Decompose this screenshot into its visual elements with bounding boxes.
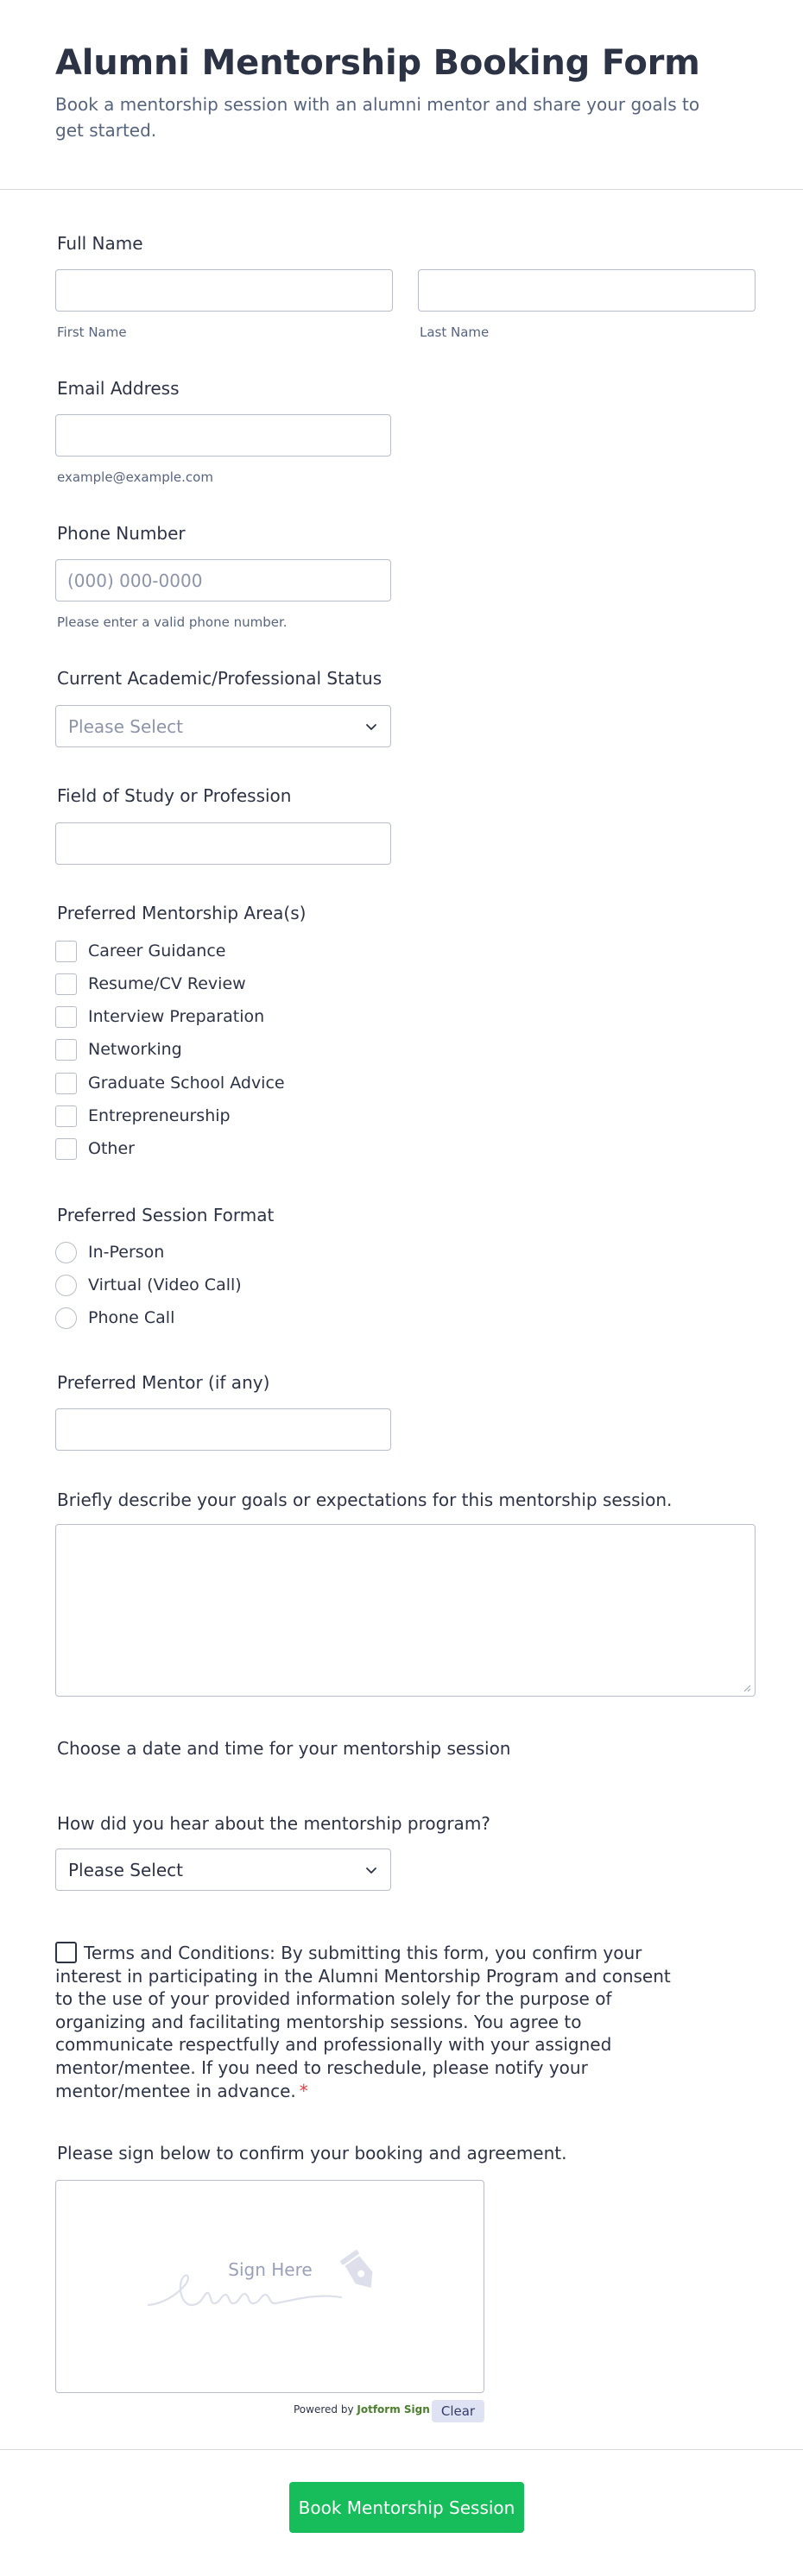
checkbox-option-label: Graduate School Advice [88, 1074, 285, 1093]
checkbox[interactable] [55, 1073, 77, 1094]
required-marker: * [299, 2080, 308, 2101]
checkbox-option-label: Networking [88, 1040, 182, 1059]
form-title: Alumni Mentorship Booking Form [55, 43, 700, 83]
checkbox-option[interactable] [55, 1072, 285, 1094]
checkbox-option[interactable] [55, 1137, 135, 1160]
checkbox[interactable] [55, 941, 77, 962]
radio[interactable] [55, 1275, 77, 1296]
checkbox-option[interactable] [55, 973, 246, 995]
goals-label: Briefly describe your goals or expectations for this mentorship session. [57, 1490, 673, 1510]
terms-text: Terms and Conditions: By submitting this form, you confirm your interest in participating in the Alumni Mentorship Program and consent to the use of your provided information solely for the purpose of organizing and facilitating mentorship sessions. You agree to communicate respectfully and professionally with your assigned mentor/mentee. If you need to reschedule, please notify your mentor/mentee in advance. [55, 1943, 671, 2101]
radio-option[interactable] [55, 1274, 242, 1296]
powered-by-prefix: Powered by [294, 2403, 354, 2415]
status-select-value: Please Select [68, 715, 183, 737]
powered-by [294, 2403, 430, 2415]
checkbox-option-label: Resume/CV Review [88, 974, 246, 993]
status-label: Current Academic/Professional Status [57, 668, 383, 689]
checkbox[interactable] [55, 1105, 77, 1127]
signature-placeholder-graphic [56, 2181, 485, 2394]
terms-block [55, 1942, 686, 2102]
preferred-mentor-label: Preferred Mentor (if any) [57, 1372, 270, 1393]
clear-signature-button[interactable]: Clear [432, 2400, 484, 2422]
pen-nib-icon [339, 2249, 379, 2293]
signature-placeholder-text: Sign Here [228, 2259, 313, 2280]
signature-pad[interactable] [55, 2180, 484, 2393]
referral-label: How did you hear about the mentorship program? [57, 1813, 490, 1834]
email-sublabel: example@example.com [57, 469, 213, 485]
powered-by-brand: Jotform Sign [357, 2403, 430, 2415]
checkbox-option-label: Interview Preparation [88, 1007, 265, 1026]
checkbox-option[interactable] [55, 1038, 182, 1061]
checkbox[interactable] [55, 973, 77, 995]
referral-select-value: Please Select [68, 1859, 183, 1880]
checkbox[interactable] [55, 1006, 77, 1028]
form-subtitle: Book a mentorship session with an alumni mentor and share your goals to get started. [55, 94, 700, 141]
phone-sublabel: Please enter a valid phone number. [57, 614, 288, 630]
checkbox-option[interactable] [55, 940, 225, 962]
phone-input[interactable] [55, 559, 391, 601]
full-name-label: Full Name [57, 233, 143, 254]
checkbox-option-label: Entrepreneurship [88, 1106, 231, 1125]
last-name-input[interactable] [418, 269, 756, 312]
field-of-study-input[interactable] [55, 822, 391, 865]
radio-option-label: In-Person [88, 1243, 165, 1262]
radio[interactable] [55, 1242, 77, 1263]
phone-label: Phone Number [57, 523, 186, 544]
form-header [0, 0, 803, 190]
checkbox-option-label: Other [88, 1139, 135, 1158]
terms-checkbox[interactable] [55, 1942, 77, 1963]
radio-option[interactable] [55, 1307, 174, 1329]
radio-option[interactable] [55, 1241, 164, 1263]
last-name-sublabel: Last Name [420, 324, 490, 340]
chevron-down-icon [364, 1863, 378, 1877]
radio-option-label: Phone Call [88, 1308, 175, 1327]
referral-select[interactable] [55, 1849, 391, 1891]
checkbox[interactable] [55, 1138, 77, 1160]
preferred-mentor-input[interactable] [55, 1408, 391, 1451]
date-time-label: Choose a date and time for your mentorship session [57, 1738, 511, 1759]
checkbox[interactable] [55, 1039, 77, 1061]
email-input[interactable] [55, 414, 391, 457]
email-label: Email Address [57, 378, 180, 399]
signature-label: Please sign below to confirm your booking and agreement. [57, 2143, 567, 2163]
radio-option-label: Virtual (Video Call) [88, 1275, 242, 1294]
first-name-sublabel: First Name [57, 324, 127, 340]
radio[interactable] [55, 1307, 77, 1329]
resize-handle-icon[interactable] [743, 1684, 751, 1692]
submit-button[interactable]: Book Mentorship Session [289, 2482, 524, 2533]
status-select[interactable] [55, 705, 391, 747]
checkbox-option-label: Career Guidance [88, 942, 226, 960]
field-of-study-label: Field of Study or Profession [57, 785, 292, 806]
checkbox-option[interactable] [55, 1005, 264, 1028]
session-format-label: Preferred Session Format [57, 1205, 275, 1225]
checkbox-option[interactable] [55, 1105, 231, 1127]
mentorship-areas-label: Preferred Mentorship Area(s) [57, 903, 307, 923]
chevron-down-icon [364, 720, 378, 734]
first-name-input[interactable] [55, 269, 393, 312]
goals-textarea[interactable] [55, 1524, 756, 1697]
